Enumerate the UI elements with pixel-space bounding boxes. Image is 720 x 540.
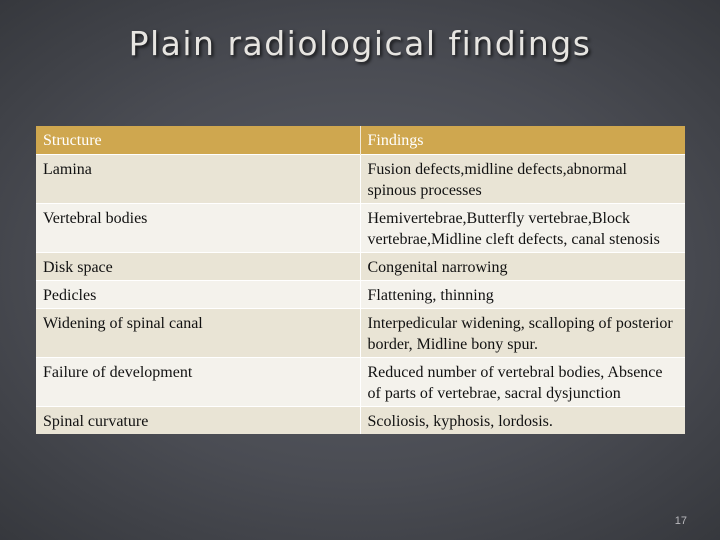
column-header-structure: Structure xyxy=(36,126,360,155)
structure-cell: Spinal curvature xyxy=(36,407,360,435)
findings-cell: Interpedicular widening, scalloping of posterior border, Midline bony spur. xyxy=(360,309,685,358)
table-row xyxy=(36,358,685,407)
findings-table-container xyxy=(36,126,685,434)
findings-cell: Hemivertebrae,Butterfly vertebrae,Block vertebrae,Midline cleft defects, canal stenosis xyxy=(360,204,685,253)
slide-title: Plain radiological findings xyxy=(128,24,592,63)
structure-cell: Failure of development xyxy=(36,358,360,407)
page-number: 17 xyxy=(674,515,687,527)
findings-table xyxy=(36,126,685,434)
structure-cell: Vertebral bodies xyxy=(36,204,360,253)
structure-cell: Lamina xyxy=(36,155,360,204)
findings-cell: Reduced number of vertebral bodies, Absence of parts of vertebrae, sacral dysjunction xyxy=(360,358,685,407)
structure-cell: Widening of spinal canal xyxy=(36,309,360,358)
column-header-findings: Findings xyxy=(360,126,685,155)
table-row xyxy=(36,407,685,435)
structure-cell: Pedicles xyxy=(36,281,360,309)
table-header-row xyxy=(36,126,685,155)
table-row xyxy=(36,281,685,309)
structure-cell: Disk space xyxy=(36,253,360,281)
findings-cell: Flattening, thinning xyxy=(360,281,685,309)
table-row xyxy=(36,309,685,358)
findings-cell: Fusion defects,midline defects,abnormal spinous processes xyxy=(360,155,685,204)
table-row xyxy=(36,204,685,253)
table-row xyxy=(36,253,685,281)
findings-cell: Congenital narrowing xyxy=(360,253,685,281)
table-row xyxy=(36,155,685,204)
findings-cell: Scoliosis, kyphosis, lordosis. xyxy=(360,407,685,435)
